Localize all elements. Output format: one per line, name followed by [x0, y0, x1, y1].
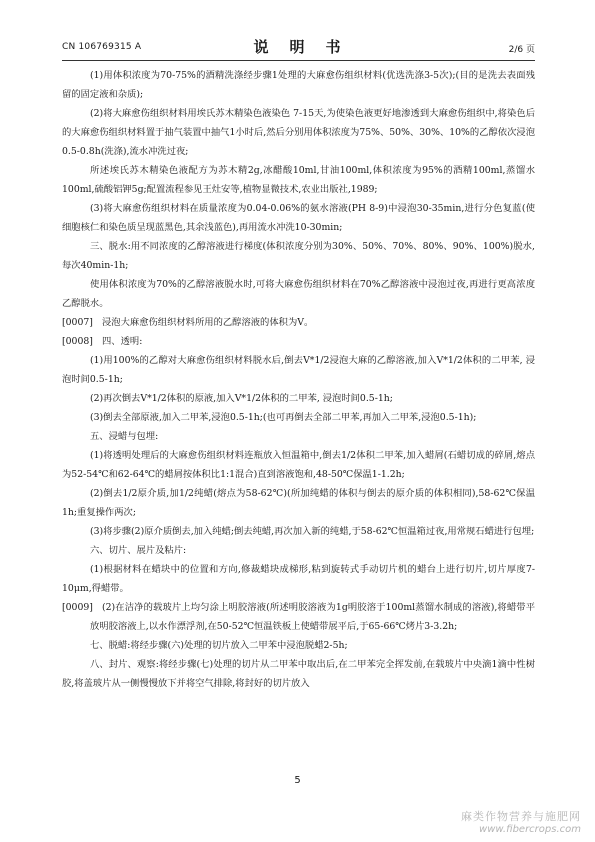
paragraph-text: (3)将大麻愈伤组织材料在质量浓度为0.04-0.06%的氨水溶液(PH 8-9)中浸泡30-35min,进行分色复蓝(使细胞核仁和染色质呈现蓝黑色,其余浅蓝色),再用流水冲洗10-30min;	[62, 203, 535, 233]
page-header	[62, 36, 535, 60]
paragraph-text: (2)将大麻愈伤组织材料用埃氏苏木精染色液染色 7-15天,为使染色液更好地渗透到大麻愈伤组织中,将染色后的大麻愈伤组织材料置于抽气装置中抽气1小时后,然后分别用体积浓度为75%、50%、30%、10%的乙醇依次浸泡0.5-0.8h(洗涤),流水冲洗过夜;	[62, 108, 535, 157]
page-number: 5	[294, 775, 301, 786]
paragraph	[62, 541, 535, 560]
paragraph-text: 八、封片、观察:将经步骤(七)处理的切片从二甲苯中取出后,在二甲苯完全挥发前,在载玻片中央滴1滴中性树胶,将盖玻片从一侧慢慢放下并将空气排除,将封好的切片放入	[62, 659, 535, 689]
paragraph-text: 浸泡大麻愈伤组织材料所用的乙醇溶液的体积为V。	[102, 317, 314, 328]
paragraph-number: [0008]	[62, 336, 93, 347]
paragraph	[62, 313, 535, 332]
paragraph	[62, 199, 535, 237]
paragraph	[62, 351, 535, 389]
page-indicator: 2/6 页	[508, 45, 535, 55]
paragraph-text: 七、脱蜡:将经步骤(六)处理的切片放入二甲苯中浸泡脱蜡2-5h;	[90, 640, 348, 651]
paragraph-text: (2)再次倒去V*1/2体积的原液,加入V*1/2体积的二甲苯, 浸泡时间0.5-1h;	[90, 393, 393, 404]
paragraph-text: (1)将透明处理后的大麻愈伤组织材料连瓶放入恒温箱中,倒去1/2体积二甲苯,加入蜡屑(石蜡切成的碎屑,熔点为52-54℃和62-64℃的蜡屑按体积比1:1混合)直到溶液饱和,48-50℃保温1-1.2h;	[62, 450, 535, 480]
paragraph-text: (2)倒去1/2原介质,加1/2纯蜡(熔点为58-62℃)(所加纯蜡的体积与倒去的原介质的体积相同),58-62℃保温1h;重复操作两次;	[62, 488, 535, 518]
paragraph	[62, 427, 535, 446]
paragraph	[62, 389, 535, 408]
paragraph	[62, 408, 535, 427]
patent-number: CN 106769315 A	[62, 42, 142, 52]
watermark	[461, 808, 581, 835]
header-divider	[62, 60, 535, 61]
paragraph	[62, 446, 535, 484]
document-body	[62, 66, 535, 693]
paragraph-text: (1)根据材料在蜡块中的位置和方向,修裁蜡块成梯形,粘到旋转式手动切片机的蜡台上进行切片,切片厚度7-10μm,得蜡带。	[62, 564, 535, 594]
paragraph-text: 四、透明:	[102, 336, 143, 347]
paragraph	[62, 275, 535, 313]
paragraph	[62, 104, 535, 161]
paragraph	[62, 332, 535, 351]
paragraph-text: 使用体积浓度为70%的乙醇溶液脱水时,可将大麻愈伤组织材料在70%乙醇溶液中浸泡过夜,再进行更高浓度乙醇脱水。	[62, 279, 535, 309]
paragraph	[62, 636, 535, 655]
paragraph-text: (3)将步骤(2)原介质倒去,加入纯蜡;倒去纯蜡,再次加入新的纯蜡,于58-62℃恒温箱过夜,用常规石蜡进行包埋;	[90, 526, 535, 537]
paragraph	[62, 655, 535, 693]
paragraph	[62, 522, 535, 541]
watermark-text: 麻类作物营养与施肥网	[461, 810, 581, 823]
paragraph-text: (3)倒去全部原液,加入二甲苯,浸泡0.5-1h;(也可再倒去全部二甲苯,再加入二甲苯,浸泡0.5-1h);	[90, 412, 477, 423]
paragraph-text: 所述埃氏苏木精染色液配方为苏木精2g,冰醋酸10ml,甘油100ml,体积浓度为95%的酒精100ml,蒸馏水100ml,硫酸铝钾5g;配置流程参见王灶安等,植物显微技术,农业出版社,1989;	[62, 165, 535, 195]
paragraph	[62, 237, 535, 275]
document-title: 说 明 书	[253, 38, 344, 56]
paragraph	[62, 66, 535, 104]
paragraph-text: (2)在洁净的载玻片上均匀涂上明胶溶液(所述明胶溶液为1g明胶溶于100ml蒸馏水制成的溶液),将蜡带平放明胶溶液上,以水作漂浮剂,在50-52℃恒温铁板上使蜡带展平后,于65-66℃烤片3-3.2h;	[90, 602, 535, 632]
paragraph	[62, 484, 535, 522]
paragraph	[62, 560, 535, 598]
paragraph-number: [0007]	[62, 317, 93, 328]
paragraph-text: (1)用体积浓度为70-75%的酒精洗涤经步骤1处理的大麻愈伤组织材料(优选洗涤3-5次);(目的是洗去表面残留的固定液和杂质);	[62, 70, 535, 100]
paragraph	[62, 598, 535, 636]
paragraph-text: 五、浸蜡与包埋:	[90, 431, 159, 442]
paragraph-text: 六、切片、展片及粘片:	[90, 545, 187, 556]
paragraph-text: (1)用100%的乙醇对大麻愈伤组织材料脱水后,倒去V*1/2浸泡大麻的乙醇溶液,加入V*1/2体积的二甲苯, 浸泡时间0.5-1h;	[62, 355, 535, 385]
paragraph	[62, 161, 535, 199]
paragraph-number: [0009]	[62, 602, 93, 613]
paragraph-text: 三、脱水:用不同浓度的乙醇溶液进行梯度(体积浓度分别为30%、50%、70%、80%、90%、100%)脱水,每次40min-1h;	[62, 241, 535, 271]
watermark-url: www.fibercrops.com	[479, 824, 581, 835]
